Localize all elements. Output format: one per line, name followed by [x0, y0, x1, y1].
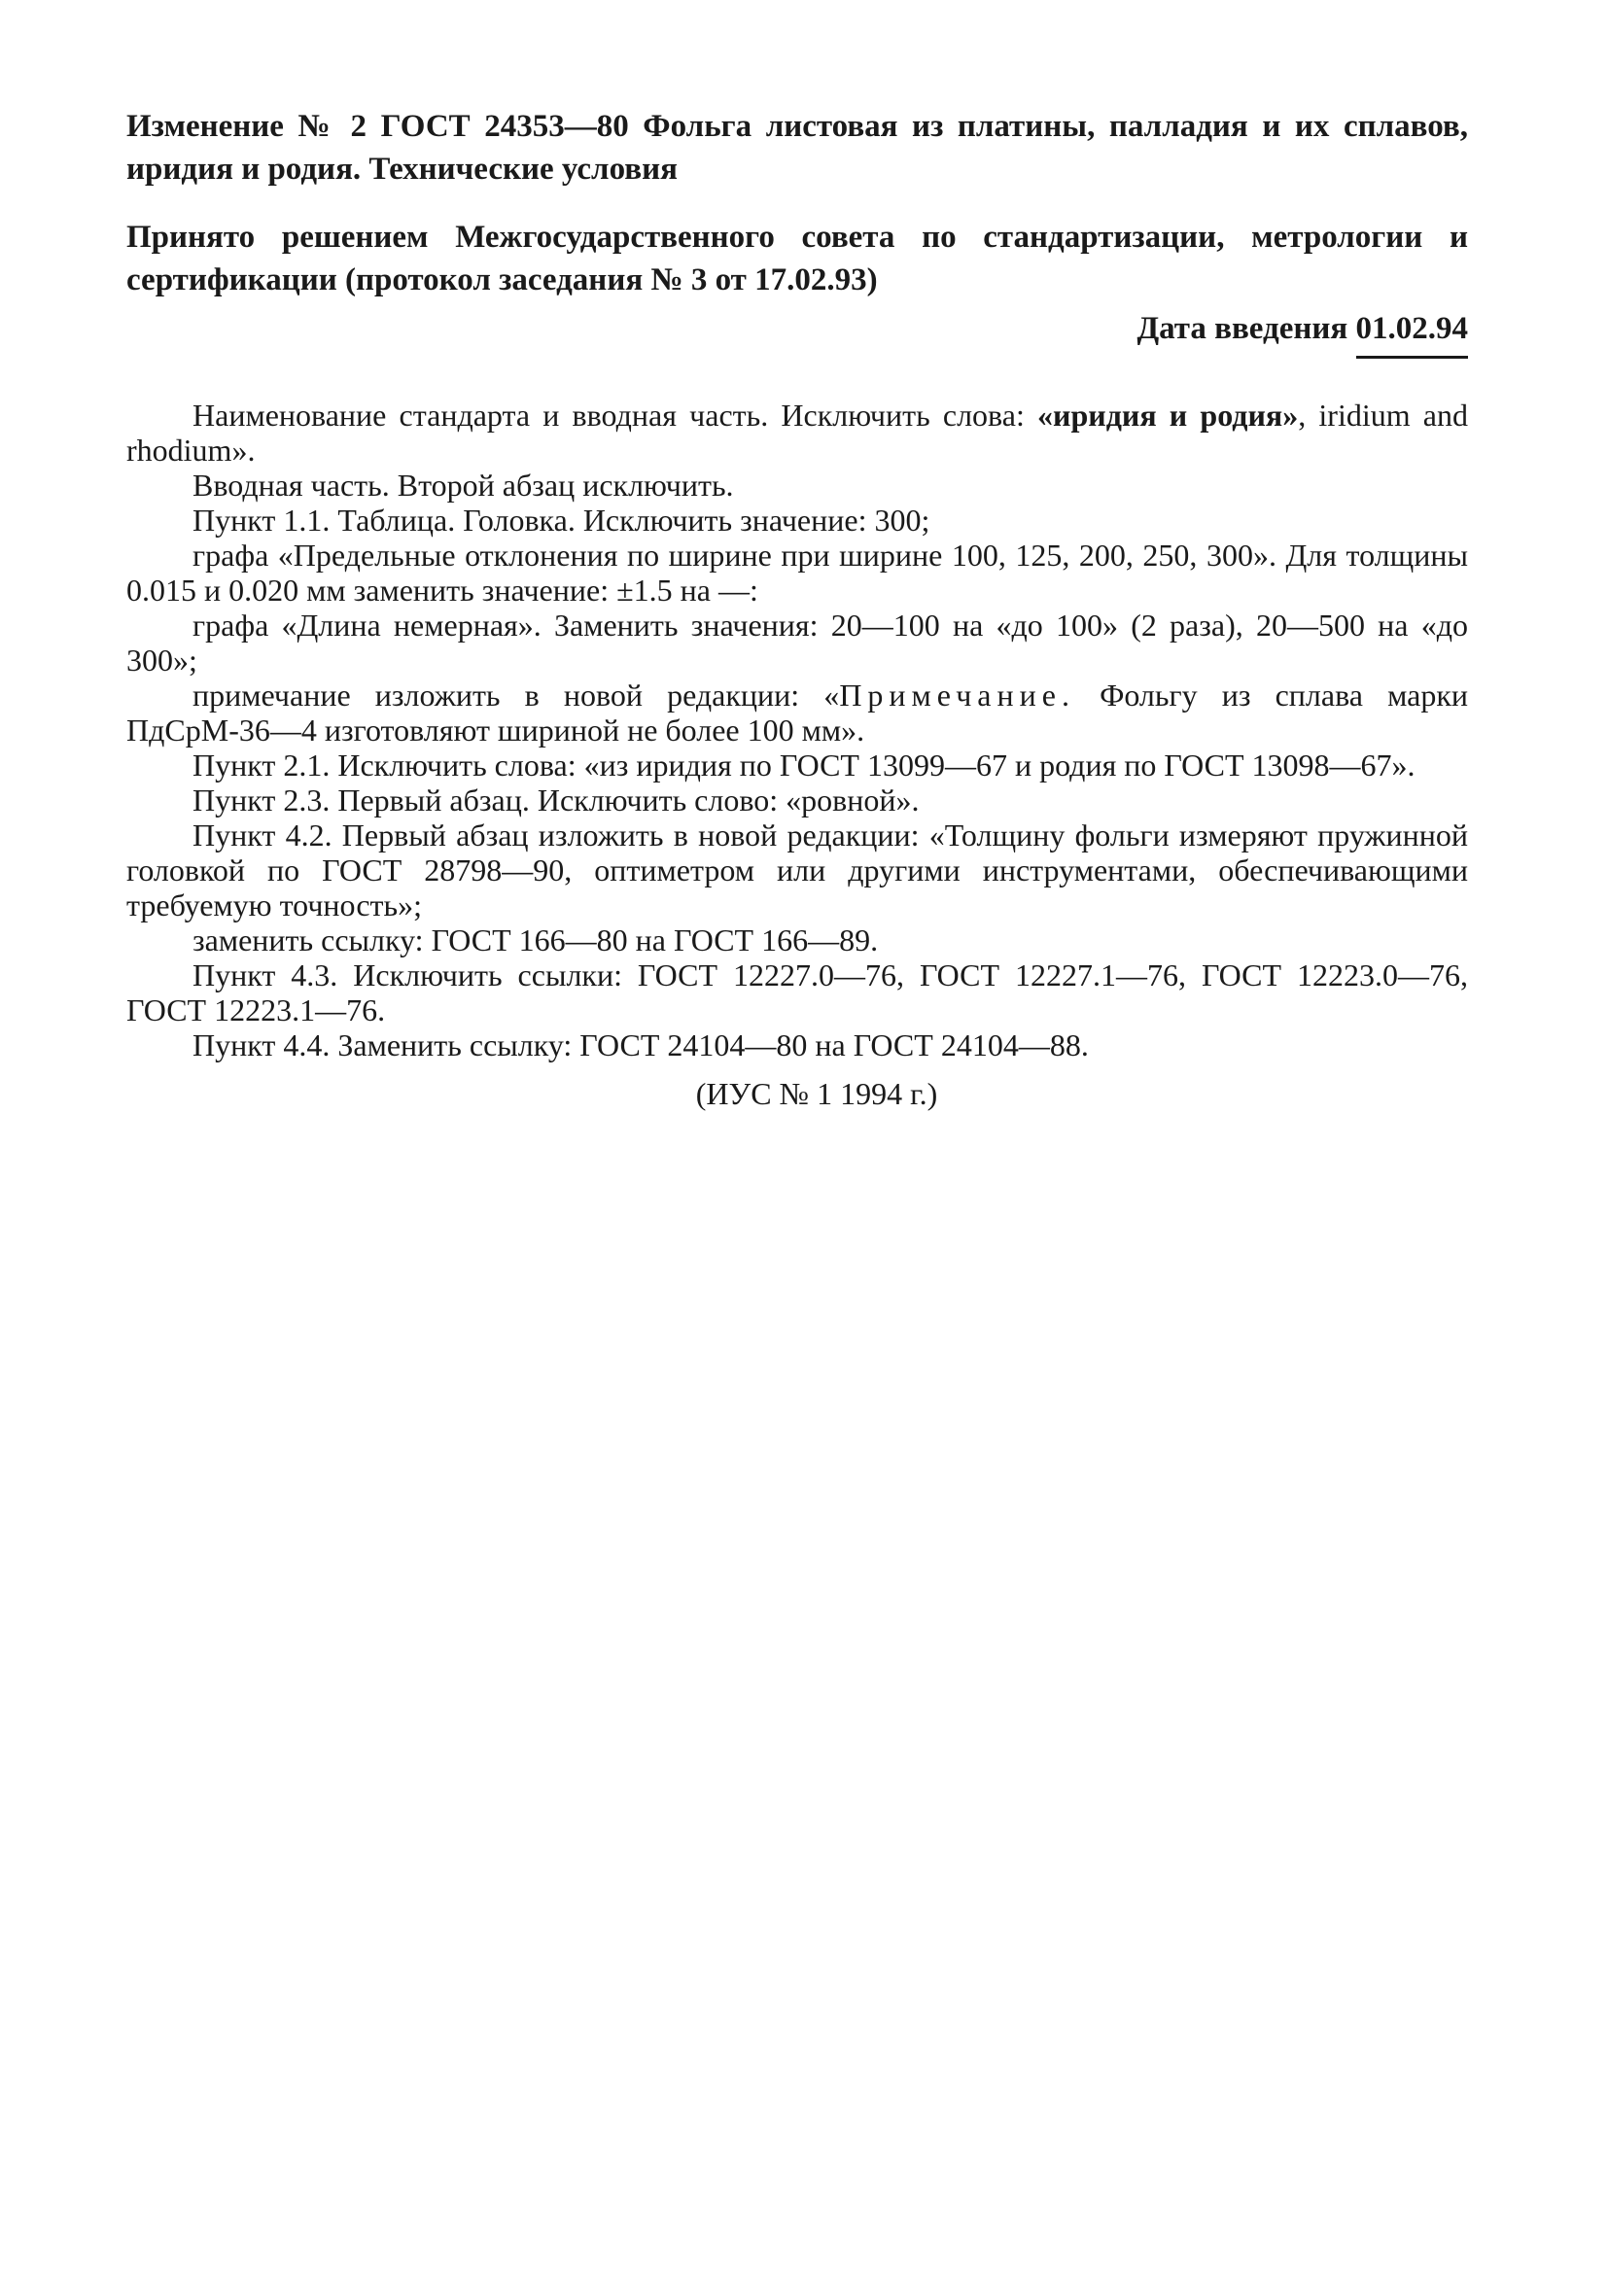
paragraph-clause-4-3: Пункт 4.3. Исключить ссылки: ГОСТ 12227.0—76, ГОСТ 12227.1—76, ГОСТ 12223.0—76, ГОСТ 12223.1—76.	[126, 957, 1468, 1027]
effective-date	[126, 307, 1468, 359]
effective-date-value: 01.02.94	[1356, 307, 1469, 359]
paragraph-clause-4-2: Пункт 4.2. Первый абзац изложить в новой редакции: «Толщину фольги измеряют пружинной головкой по ГОСТ 28798—90, оптиметром или другими инструментами, обеспечивающими требуемую точность»;	[126, 818, 1468, 922]
effective-date-label: Дата введения	[1136, 311, 1348, 346]
adoption-statement: Принято решением Межгосударственного совета по стандартизации, метрологии и сертификации (протокол заседания № 3 от 17.02.93)	[126, 220, 1468, 297]
paragraph-note-rest: Фольгу из сплава марки ПдСрМ-36—4 изготовляют шириной не более 100 мм».	[126, 678, 1469, 748]
amendment-body	[126, 398, 1468, 1062]
paragraph-note-spaced: Примечание.	[839, 678, 1075, 713]
paragraph-title-change-text: Наименование стандарта и вводная часть. Исключить слова:	[192, 398, 1038, 433]
paragraph-clause-2-1: Пункт 2.1. Исключить слова: «из иридия по ГОСТ 13099—67 и родия по ГОСТ 13098—67».	[192, 748, 1416, 783]
document-page	[126, 105, 1468, 1113]
amendment-title: Изменение № 2 ГОСТ 24353—80 Фольга листовая из платины, палладия и их сплавов, иридия и родия. Технические условия	[126, 109, 1468, 187]
paragraph-length: графа «Длина немерная». Заменить значения: 20—100 на «до 100» (2 раза), 20—500 на «до 300»;	[126, 608, 1468, 678]
paragraph-title-change	[126, 398, 1468, 468]
paragraph-replace-ref: заменить ссылку: ГОСТ 166—80 на ГОСТ 166—89.	[192, 922, 879, 957]
paragraph-width-deviations: графа «Предельные отклонения по ширине при ширине 100, 125, 200, 250, 300». Для толщины 0.015 и 0.020 мм заменить значение: ±1.5 на —:	[126, 538, 1468, 608]
paragraph-clause-1-1: Пункт 1.1. Таблица. Головка. Исключить значение: 300;	[192, 503, 930, 538]
paragraph-note	[126, 678, 1468, 748]
paragraph-note-lead: примечание изложить в новой редакции: «	[192, 678, 840, 713]
paragraph-clause-2-3: Пункт 2.3. Первый абзац. Исключить слово: «ровной».	[192, 783, 920, 818]
paragraph-clause-4-4: Пункт 4.4. Заменить ссылку: ГОСТ 24104—80 на ГОСТ 24104—88.	[192, 1027, 1089, 1062]
paragraph-title-change-bold: «иридия и родия»	[1037, 398, 1299, 433]
paragraph-title-change-tail: , iridium and rhodium».	[126, 398, 1469, 468]
paragraph-intro: Вводная часть. Второй абзац исключить.	[192, 468, 734, 503]
publication-source: (ИУС № 1 1994 г.)	[695, 1076, 938, 1111]
